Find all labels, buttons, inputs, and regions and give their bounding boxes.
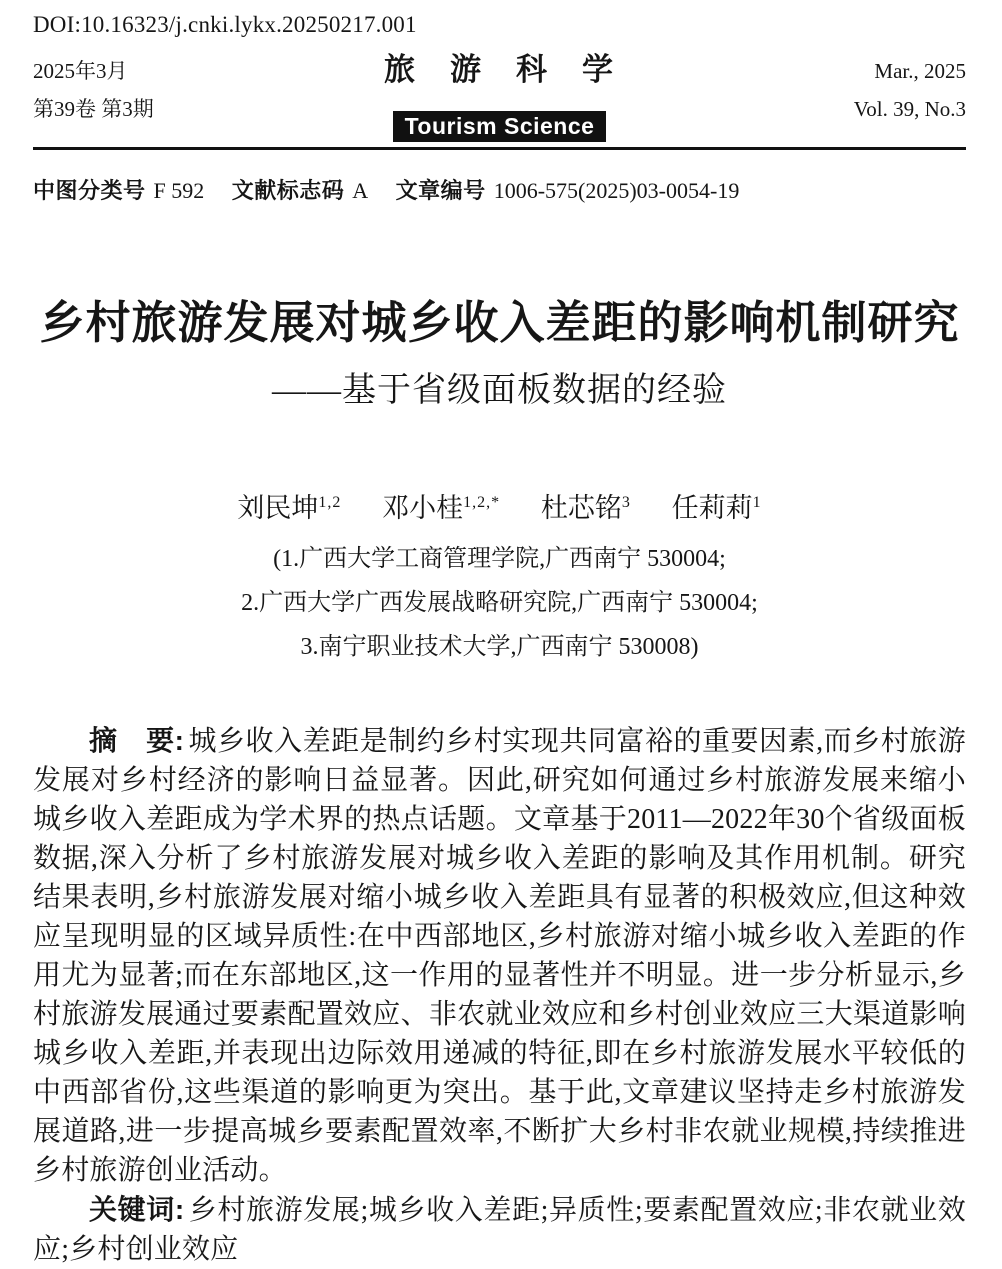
keywords-paragraph [33, 1190, 966, 1269]
clc-value: F 592 [153, 178, 205, 203]
article-subtitle: ——基于省级面板数据的经验 [272, 372, 727, 410]
author-4-sup: 1 [752, 494, 762, 512]
author-4 [672, 493, 762, 523]
author-3-name: 杜芯铭 [540, 493, 622, 524]
author-1 [237, 493, 341, 523]
journal-name-chinese: 旅 游 科 学 [384, 52, 615, 87]
author-1-name: 刘民坤 [237, 493, 319, 524]
meta-item-doccode [232, 178, 368, 203]
affiliation-line-3: 3.南宁职业技术大学,广西南宁 530008) [300, 634, 699, 661]
header-divider [33, 147, 966, 150]
issue-volume-en: Vol. 39, No.3 [853, 97, 966, 121]
clc-label: 中图分类号 [33, 178, 146, 203]
abstract-text: 城乡收入差距是制约乡村实现共同富裕的重要因素,而乡村旅游发展对乡村经济的影响日益显著。因此,研究如何通过乡村旅游发展来缩小城乡收入差距成为学术界的热点话题。文章基于2011—2022年30个省级面板数据,深入分析了乡村旅游发展对城乡收入差距的影响及其作用机制。研究结果表明,乡村旅游发展对缩小城乡收入差距具有显著的积极效应,但这种效应呈现明显的区域异质性:在中西部地区,乡村旅游对缩小城乡收入差距的作用尤为显著;而在东部地区,这一作用的显著性并不明显。进一步分析显示,乡村旅游发展通过要素配置效应、非农就业效应和乡村创业效应三大渠道影响城乡收入差距,并表现出边际效用递减的特征,即在乡村旅游发展水平较低的中西部省份,这些渠道的影响更为突出。基于此,文章建议坚持走乡村旅游发展道路,进一步提高城乡要素配置效率,不断扩大乡村非农就业规模,持续推进乡村旅游创业活动。 [33, 726, 967, 1187]
author-2-sup: 1,2,* [463, 494, 501, 512]
affiliations-block [33, 537, 966, 669]
abstract-paragraph [33, 721, 966, 1190]
issue-date-en-block [736, 52, 966, 128]
author-3-sup: 3 [621, 494, 631, 512]
author-2-name: 邓小桂 [382, 493, 464, 524]
article-title: 乡村旅游发展对城乡收入差距的影响机制研究 [39, 297, 960, 348]
meta-item-articleid [396, 178, 740, 203]
issue-volume-cn: 第39卷 第3期 [33, 97, 154, 121]
doccode-value: A [352, 178, 369, 203]
issue-date-block [33, 52, 263, 128]
author-2 [382, 493, 500, 523]
keywords-text: 乡村旅游发展;城乡收入差距;异质性;要素配置效应;非农就业效应;乡村创业效应 [33, 1195, 966, 1266]
journal-name-english: Tourism Science [393, 111, 607, 142]
journal-title-block [263, 52, 736, 142]
articleid-value: 1006-575(2025)03-0054-19 [493, 178, 740, 203]
issue-date-cn: 2025年3月 [33, 59, 128, 83]
issue-date-en: Mar., 2025 [874, 59, 966, 83]
authors-line [33, 486, 966, 525]
affiliation-line-2: 2.广西大学广西发展战略研究院,广西南宁 530004; [241, 590, 758, 617]
doccode-label: 文献标志码 [231, 178, 345, 203]
meta-item-clc [33, 178, 204, 203]
article-meta-line [33, 174, 966, 205]
affiliation-line-1: (1.广西大学工商管理学院,广西南宁 530004; [273, 546, 726, 573]
author-3 [541, 493, 631, 523]
keywords-label: 关键词: [89, 1194, 185, 1226]
author-1-sup: 1,2 [318, 494, 342, 512]
journal-header [33, 52, 966, 142]
doi-line: DOI:10.16323/j.cnki.lykx.20250217.001 [33, 12, 417, 37]
articleid-label: 文章编号 [395, 178, 486, 203]
author-4-name: 任莉莉 [671, 493, 753, 524]
abstract-label: 摘 要: [89, 725, 185, 757]
